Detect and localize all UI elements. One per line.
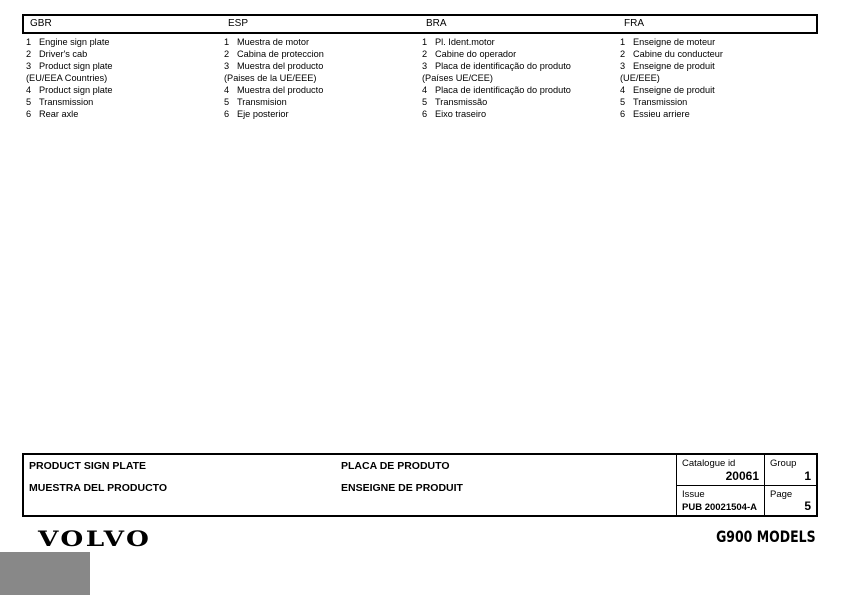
legend-item-text: Essieu arriere	[633, 109, 690, 119]
legend-item-text: Placa de identificação do produto	[435, 61, 571, 71]
legend-item-text: Muestra del producto	[237, 85, 324, 95]
issue-label: Issue	[682, 489, 705, 500]
legend-item	[620, 36, 818, 48]
legend-item-continuation: (UE/EEE)	[620, 73, 660, 83]
legend-item-number: 1	[26, 37, 32, 47]
legend-item-number: 1	[224, 37, 230, 47]
legend-item-text: Product sign plate	[39, 85, 113, 95]
legend-item-number: 6	[26, 109, 32, 119]
legend-item-number: 3	[422, 61, 428, 71]
legend-item-number: 4	[26, 85, 32, 95]
models-title: G900 MODELS	[716, 527, 816, 546]
legend-item	[224, 60, 422, 72]
legend-item-text: Transmision	[237, 97, 287, 107]
legend-item-continuation: (EU/EEA Countries)	[26, 73, 108, 83]
legend-item-number: 4	[224, 85, 230, 95]
legend-item	[26, 60, 224, 72]
legend-item-number: 3	[224, 61, 230, 71]
legend-item	[620, 84, 818, 96]
legend-item-number: 6	[422, 109, 428, 119]
legend-item-text: Enseigne de moteur	[633, 37, 716, 47]
legend-item	[422, 96, 620, 108]
legend-item-number: 5	[224, 97, 230, 107]
group-label: Group	[770, 458, 797, 469]
legend-item	[224, 48, 422, 60]
catalogue-id-label: Catalogue id	[682, 458, 736, 469]
title-gbr: PRODUCT SIGN PLATE	[29, 460, 147, 472]
parts-legend	[26, 36, 818, 120]
legend-item-text: Placa de identificação do produto	[435, 85, 571, 95]
issue-box	[676, 486, 764, 515]
legend-item-number: 4	[422, 85, 428, 95]
legend-item	[26, 96, 224, 108]
legend-item-text: Muestra del producto	[237, 61, 324, 71]
title-block	[22, 453, 818, 517]
legend-item	[422, 84, 620, 96]
legend-item	[422, 60, 620, 72]
lang-code-bra: BRA	[426, 18, 447, 29]
legend-item-text: Transmission	[39, 97, 94, 107]
legend-item-text: Pl. Ident.motor	[435, 37, 495, 47]
title-esp: MUESTRA DEL PRODUCTO	[29, 482, 168, 494]
legend-item-continuation: (Países UE/CEE)	[422, 73, 493, 83]
corner-tab	[0, 552, 90, 595]
legend-item-number: 4	[620, 85, 626, 95]
legend-item	[224, 36, 422, 48]
volvo-logo: VOLVO	[38, 526, 152, 551]
legend-item	[620, 48, 818, 60]
legend-item	[422, 108, 620, 120]
legend-item-text: Eixo traseiro	[435, 109, 487, 119]
legend-item-number: 3	[620, 61, 626, 71]
footer-divider	[676, 485, 816, 486]
legend-item	[422, 36, 620, 48]
legend-item	[26, 36, 224, 48]
group-value: 1	[804, 469, 811, 483]
legend-item-text: Cabine do operador	[435, 49, 517, 59]
legend-item-continuation: (Paises de la UE/EEE)	[224, 73, 317, 83]
legend-item	[224, 108, 422, 120]
legend-item	[422, 48, 620, 60]
page-label: Page	[770, 489, 793, 500]
legend-item-number: 5	[422, 97, 428, 107]
legend-item-text: Cabina de proteccion	[237, 49, 324, 59]
legend-item-number: 2	[422, 49, 428, 59]
legend-item-number: 6	[224, 109, 230, 119]
issue-value: PUB 20021504-A	[682, 502, 757, 513]
title-fra: ENSEIGNE DE PRODUIT	[341, 482, 463, 494]
legend-item	[26, 108, 224, 120]
legend-item-number: 1	[422, 37, 428, 47]
legend-column	[422, 36, 620, 120]
legend-item	[620, 60, 818, 72]
legend-item-text: Product sign plate	[39, 61, 113, 71]
legend-item-number: 2	[26, 49, 32, 59]
legend-item-number: 3	[26, 61, 32, 71]
legend-item-number: 5	[26, 97, 32, 107]
page-value: 5	[804, 499, 811, 513]
legend-item-text: Driver's cab	[39, 49, 88, 59]
legend-item	[620, 108, 818, 120]
legend-item	[620, 96, 818, 108]
lang-code-gbr: GBR	[30, 18, 52, 29]
legend-item-number: 1	[620, 37, 626, 47]
legend-item-text: Eje posterior	[237, 109, 289, 119]
legend-item-text: Transmissão	[435, 97, 488, 107]
title-bra: PLACA DE PRODUTO	[341, 460, 450, 472]
title-area	[24, 455, 676, 515]
legend-item	[224, 96, 422, 108]
legend-item-text: Enseigne de produit	[633, 85, 715, 95]
legend-column	[26, 36, 224, 120]
legend-item-number: 6	[620, 109, 626, 119]
legend-item-number: 5	[620, 97, 626, 107]
legend-item-number: 2	[620, 49, 626, 59]
page-box	[764, 486, 816, 515]
legend-item-text: Enseigne de produit	[633, 61, 715, 71]
lang-code-fra: FRA	[624, 18, 644, 29]
legend-item-text: Rear axle	[39, 109, 79, 119]
legend-item	[26, 48, 224, 60]
catalogue-id-box	[676, 455, 764, 485]
legend-item-number: 2	[224, 49, 230, 59]
legend-item-text: Cabine du conducteur	[633, 49, 723, 59]
legend-item	[26, 84, 224, 96]
legend-item-text: Muestra de motor	[237, 37, 309, 47]
language-header	[22, 14, 818, 34]
legend-item-text: Transmission	[633, 97, 688, 107]
group-box	[764, 455, 816, 485]
legend-item-text: Engine sign plate	[39, 37, 110, 47]
lang-code-esp: ESP	[228, 18, 249, 29]
legend-item	[224, 84, 422, 96]
catalogue-id-value: 20061	[725, 469, 759, 483]
legend-column	[620, 36, 818, 120]
legend-column	[224, 36, 422, 120]
